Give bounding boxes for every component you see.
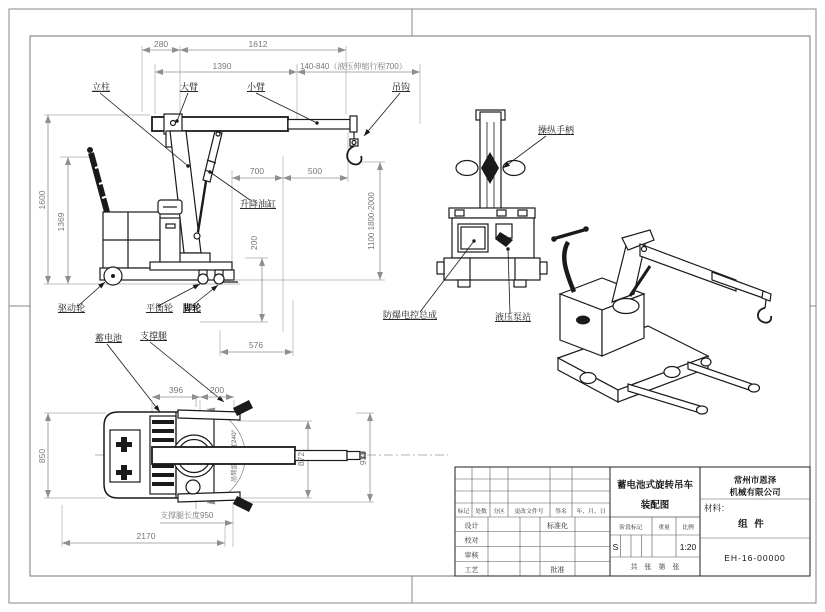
dim-200-side: 200	[249, 235, 259, 251]
label-caster: 脚轮	[183, 303, 202, 313]
title-block	[455, 467, 810, 576]
drawing-number: EH-16-00000	[724, 553, 786, 563]
isometric-view	[551, 226, 771, 414]
dim-700: 700	[249, 166, 265, 176]
dim-396: 396	[168, 385, 184, 395]
dim-872: 872	[296, 451, 306, 467]
label-small-arm: 小臂	[247, 82, 266, 92]
label-big-arm: 大臂	[180, 82, 199, 92]
material-value: 组 件	[738, 519, 766, 530]
drawing-title-line1: 蓄电池式旋转吊车	[616, 480, 694, 491]
side-machine	[87, 114, 362, 285]
drawing-title-line2: 装配图	[640, 500, 670, 511]
label-drive-wheel: 驱动轮	[58, 303, 86, 313]
side-extension-lines	[44, 46, 420, 356]
rev-header-zone: 分区	[493, 509, 505, 515]
side-view	[37, 39, 420, 412]
rev-header-date: 年、月、日	[576, 509, 606, 515]
dim-hook-height: 1100 1800-2000	[367, 192, 376, 250]
label-lift-cylinder: 升降油缸	[240, 199, 277, 209]
label-pump-station: 液压泵站	[495, 312, 532, 322]
top-machine	[104, 400, 365, 512]
dim-280: 280	[153, 39, 169, 49]
top-view	[37, 385, 448, 547]
label-battery: 蓄电池	[95, 333, 123, 343]
material-label: 材料：	[704, 503, 730, 513]
company-name-line1: 常州市恩泽	[733, 475, 777, 485]
dim-leg-length: 支撑腿长度950	[160, 511, 214, 520]
dim-576: 576	[248, 340, 264, 350]
rev-header-file: 更改文件号	[514, 509, 544, 515]
dim-1369: 1369	[56, 212, 66, 232]
label-column: 立柱	[92, 82, 111, 92]
label-hook: 吊钩	[392, 82, 411, 92]
stage-value: S	[612, 542, 619, 552]
rear-machine	[437, 110, 547, 287]
role-process: 工艺	[464, 567, 479, 574]
label-handle: 操纵手柄	[538, 125, 575, 135]
role-check: 校对	[464, 537, 479, 545]
company-name-line2: 机械有限公司	[729, 487, 781, 497]
rear-view	[383, 110, 574, 322]
dim-1612: 1612	[248, 39, 268, 49]
label-support-leg: 支撑腿	[140, 331, 168, 341]
dim-930: 930	[358, 450, 368, 466]
drawing-frame	[9, 9, 816, 603]
scale-label: 比例	[682, 525, 694, 531]
role-standardization: 标准化	[547, 523, 568, 530]
weight-label: 重量	[658, 525, 670, 531]
label-control-box: 防爆电控总成	[383, 310, 438, 320]
rev-header-sign: 签名	[555, 509, 567, 515]
dim-1390: 1390	[212, 61, 232, 71]
label-balance-wheel: 平衡轮	[146, 303, 174, 313]
role-approve: 批准	[550, 567, 565, 574]
dim-telescope-stroke: 140-840（液压伸缩行程700）	[300, 62, 407, 71]
dim-850: 850	[37, 448, 47, 464]
scale-value: 1:20	[679, 542, 697, 552]
role-design: 设计	[464, 523, 479, 530]
rev-header-count: 处数	[475, 509, 487, 515]
rev-header-mark: 标记	[457, 509, 470, 515]
dim-500: 500	[307, 166, 323, 176]
dim-2170: 2170	[136, 531, 156, 541]
sheet-count: 共 张 第 张	[630, 564, 680, 571]
dim-200-top: 200	[209, 385, 225, 395]
dim-1600: 1600	[37, 190, 47, 210]
role-review: 审核	[464, 552, 479, 560]
stage-mark-label: 阶段标记	[619, 525, 643, 531]
